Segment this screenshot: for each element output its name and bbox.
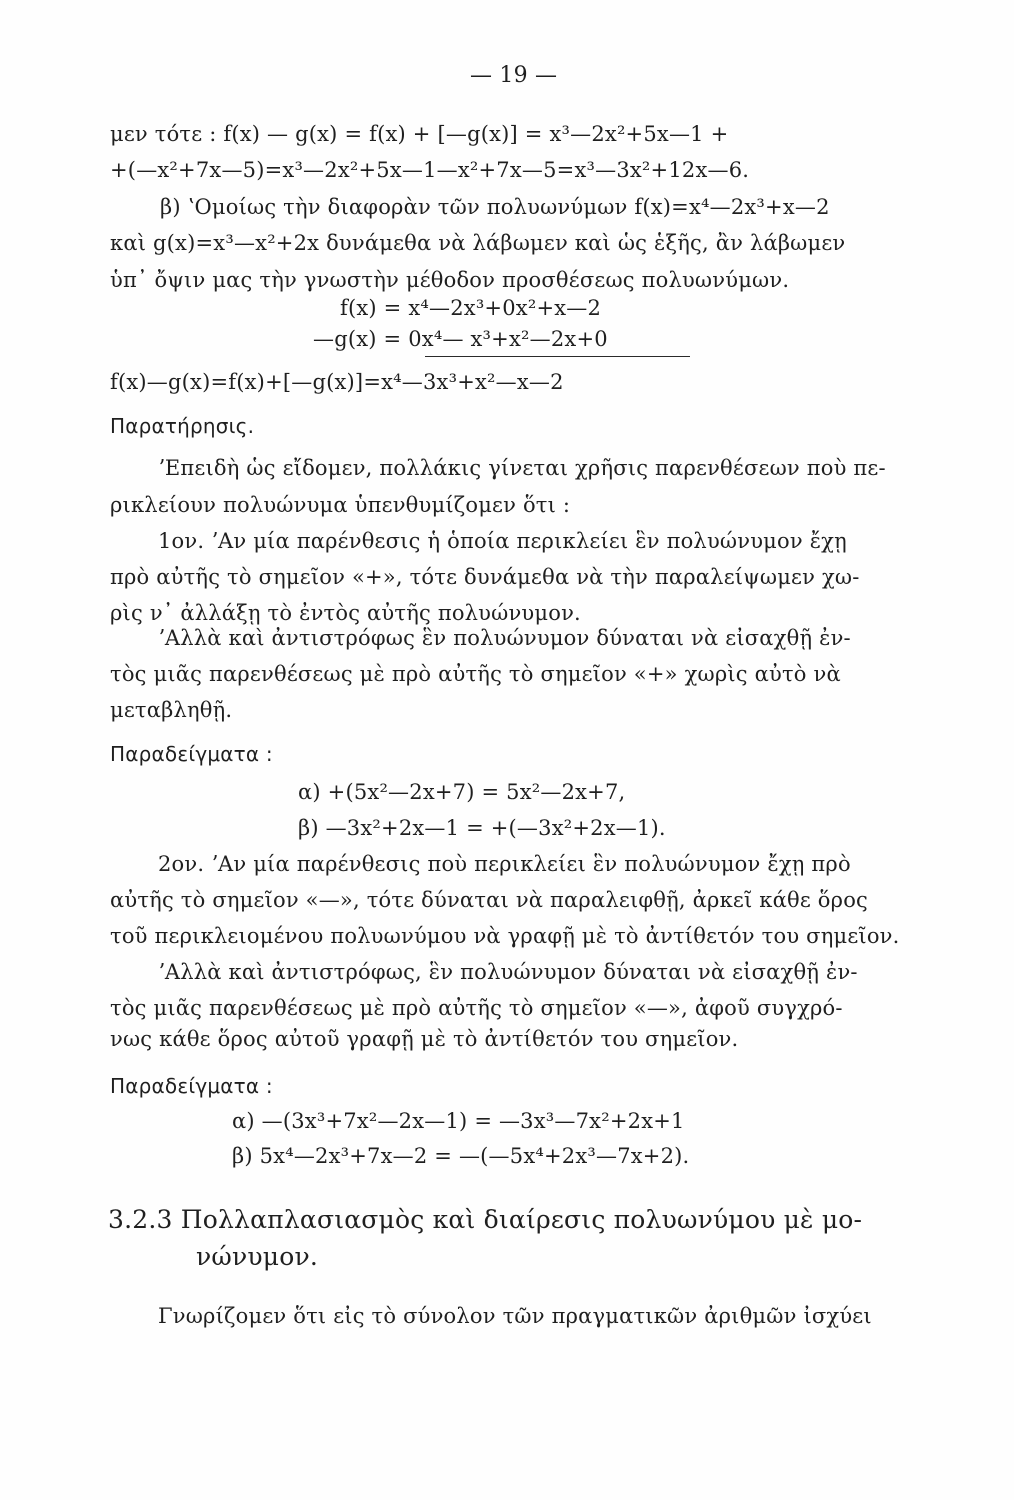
- example-2b: β) 5x⁴—2x³+7x—2 = —(—5x⁴+2x³—7x+2).: [232, 1144, 690, 1168]
- rule-2-line-3: τοῦ περικλειομένου πολυωνύμου νὰ γραφῇ μὲ τὸ ἀντίθετόν του σημεῖον.: [110, 924, 900, 948]
- rule-1-line-5: τὸς μιᾶς παρενθέσεως μὲ πρὸ αὐτῆς τὸ σημεῖον «+» χωρὶς αὐτὸ νὰ: [110, 662, 841, 686]
- section-heading-line-1: 3.2.3 Πολλαπλασιασμὸς καὶ διαίρεσις πολυωνύμου μὲ μο-: [108, 1205, 863, 1234]
- sum-rule: [425, 356, 690, 357]
- examples-heading-2: Παραδείγματα :: [110, 1074, 273, 1098]
- section-heading-line-2: νώνυμον.: [196, 1242, 319, 1271]
- rule-1-line-4: ʼΑλλὰ καὶ ἀντιστρόφως ἓν πολυώνυμον δύναται νὰ εἰσαχθῇ ἐν-: [158, 626, 851, 650]
- rule-1-line-2: πρὸ αὐτῆς τὸ σημεῖον «+», τότε δυνάμεθα νὰ τὴν παραλείψωμεν χω-: [110, 565, 860, 589]
- rule-2-line-1: 2ον. ʼΑν μία παρένθεσις ποὺ περικλείει ἓν πολυώνυμον ἔχῃ πρὸ: [158, 852, 851, 876]
- rule-2-line-2: αὐτῆς τὸ σημεῖον «—», τότε δύναται νὰ παραλειφθῇ, ἀρκεῖ κάθε ὅρος: [110, 888, 868, 912]
- text-line-1: μεν τότε : f(x) — g(x) = f(x) + [—g(x)] = x³—2x²+5x—1 +: [110, 122, 729, 146]
- rule-1-line-6: μεταβληθῇ.: [110, 698, 233, 722]
- text-line-last: Γνωρίζομεν ὅτι εἰς τὸ σύνολον τῶν πραγματικῶν ἀριθμῶν ἰσχύει: [158, 1304, 872, 1328]
- example-2a: α) —(3x³+7x²—2x—1) = —3x³—7x²+2x+1: [232, 1109, 685, 1133]
- rule-1-line-3: ρὶς ν᾽ ἀλλάξῃ τὸ ἐντὸς αὐτῆς πολυώνυμον.: [110, 601, 581, 625]
- rule-2-line-6: νως κάθε ὅρος αὐτοῦ γραφῇ μὲ τὸ ἀντίθετόν του σημεῖον.: [110, 1027, 739, 1051]
- text-line-5: ὑπ᾽ ὄψιν μας τὴν γνωστὴν μέθοδον προσθέσεως πολυωνύμων.: [110, 268, 790, 292]
- equation-minus-g: —g(x) = 0x⁴— x³+x²—2x+0: [313, 327, 608, 351]
- rule-1-line-1: 1ον. ʼΑν μία παρένθεσις ἡ ὁποία περικλείει ἓν πολυώνυμον ἔχῃ: [158, 529, 847, 553]
- example-1a: α) +(5x²—2x+7) = 5x²—2x+7,: [298, 780, 626, 804]
- rule-2-line-5: τὸς μιᾶς παρενθέσεως μὲ πρὸ αὐτῆς τὸ σημεῖον «—», ἀφοῦ συγχρό-: [110, 996, 843, 1020]
- example-1b: β) —3x²+2x—1 = +(—3x²+2x—1).: [298, 816, 666, 840]
- examples-heading-1: Παραδείγματα :: [110, 742, 273, 766]
- text-line-4: καὶ g(x)=x³—x²+2x δυνάμεθα νὰ λάβωμεν καὶ ὡς ἑξῆς, ἂν λάβωμεν: [110, 231, 846, 255]
- rule-2-line-4: ʼΑλλὰ καὶ ἀντιστρόφως, ἓν πολυώνυμον δύναται νὰ εἰσαχθῇ ἐν-: [158, 960, 858, 984]
- remark-heading: Παρατήρησις.: [110, 414, 255, 438]
- equation-f: f(x) = x⁴—2x³+0x²+x—2: [340, 296, 602, 320]
- page-number: — 19 —: [470, 63, 558, 88]
- equation-result: f(x)—g(x)=f(x)+[—g(x)]=x⁴—3x³+x²—x—2: [110, 370, 564, 394]
- text-line-10: ʼΕπειδὴ ὡς εἴδομεν, πολλάκις γίνεται χρῆσις παρενθέσεων ποὺ πε-: [158, 456, 886, 480]
- text-line-3: β) ʽΟμοίως τὴν διαφορὰν τῶν πολυωνύμων f(x)=x⁴—2x³+x—2: [160, 195, 830, 219]
- text-line-2: +(—x²+7x—5)=x³—2x²+5x—1—x²+7x—5=x³—3x²+12x—6.: [110, 158, 750, 182]
- text-line-11: ρικλείουν πολυώνυμα ὑπενθυμίζομεν ὅτι :: [110, 493, 571, 517]
